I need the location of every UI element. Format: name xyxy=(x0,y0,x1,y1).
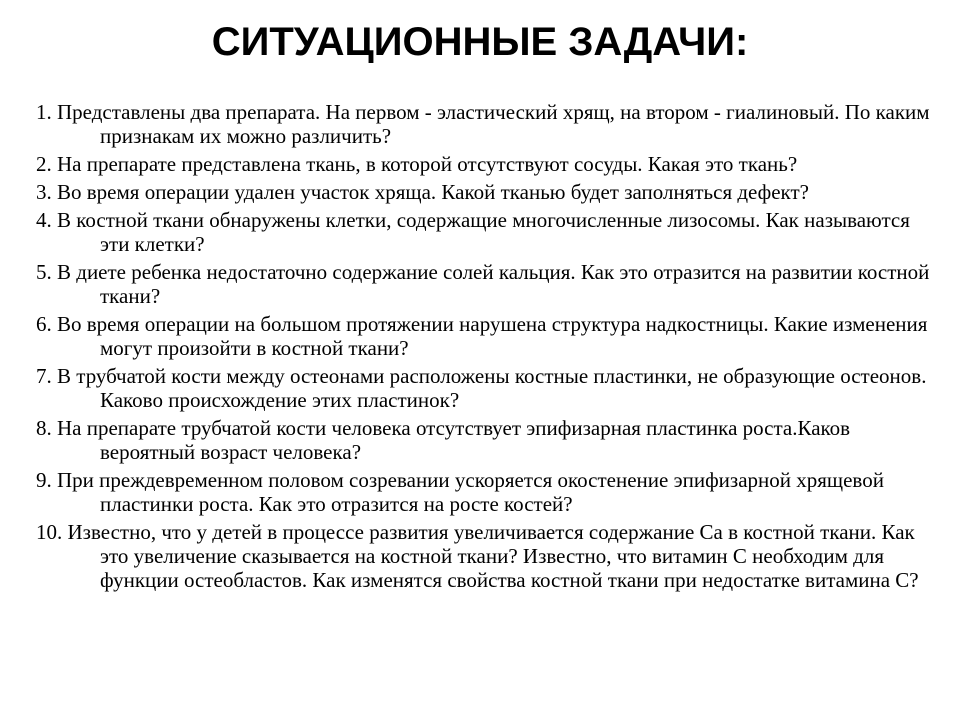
task-item-6: 6. Во время операции на большом протяжении нарушена структура надкостницы. Какие изменения могут произойти в костной ткани? xyxy=(36,312,928,360)
task-list xyxy=(36,100,936,596)
task-item-8: 8. На препарате трубчатой кости человека отсутствует эпифизарная пластинка роста.Каков вероятный возраст человека? xyxy=(36,416,851,464)
task-item-3: 3. Во время операции удален участок хряща. Какой тканью будет заполняться дефект? xyxy=(36,180,809,204)
task-item-4: 4. В костной ткани обнаружены клетки, содержащие многочисленные лизосомы. Как называются эти клетки? xyxy=(36,208,910,256)
task-item-9: 9. При преждевременном половом созревании ускоряется окостенение эпифизарной хрящевой пластинки роста. Как это отразится на росте костей? xyxy=(36,468,884,516)
slide-title: СИТУАЦИОННЫЕ ЗАДАЧИ: xyxy=(211,20,749,64)
task-item-2: 2. На препарате представлена ткань, в которой отсутствуют сосуды. Какая это ткань? xyxy=(36,152,798,176)
task-item-10: 10. Известно, что у детей в процессе развития увеличивается содержание Са в костной ткани. Как это увеличение сказывается на костной ткани? Известно, что витамин С необходим для функции остеобластов. Как изменятся свойства костной ткани при недостатке витамина С? xyxy=(36,520,919,592)
task-item-1: 1. Представлены два препарата. На первом - эластический хрящ, на втором - гиалиновый. По каким признакам их можно различить? xyxy=(36,100,930,148)
task-item-5: 5. В диете ребенка недостаточно содержание солей кальция. Как это отразится на развитии костной ткани? xyxy=(36,260,930,308)
task-item-7: 7. В трубчатой кости между остеонами расположены костные пластинки, не образующие остеонов. Каково происхождение этих пластинок? xyxy=(36,364,927,412)
